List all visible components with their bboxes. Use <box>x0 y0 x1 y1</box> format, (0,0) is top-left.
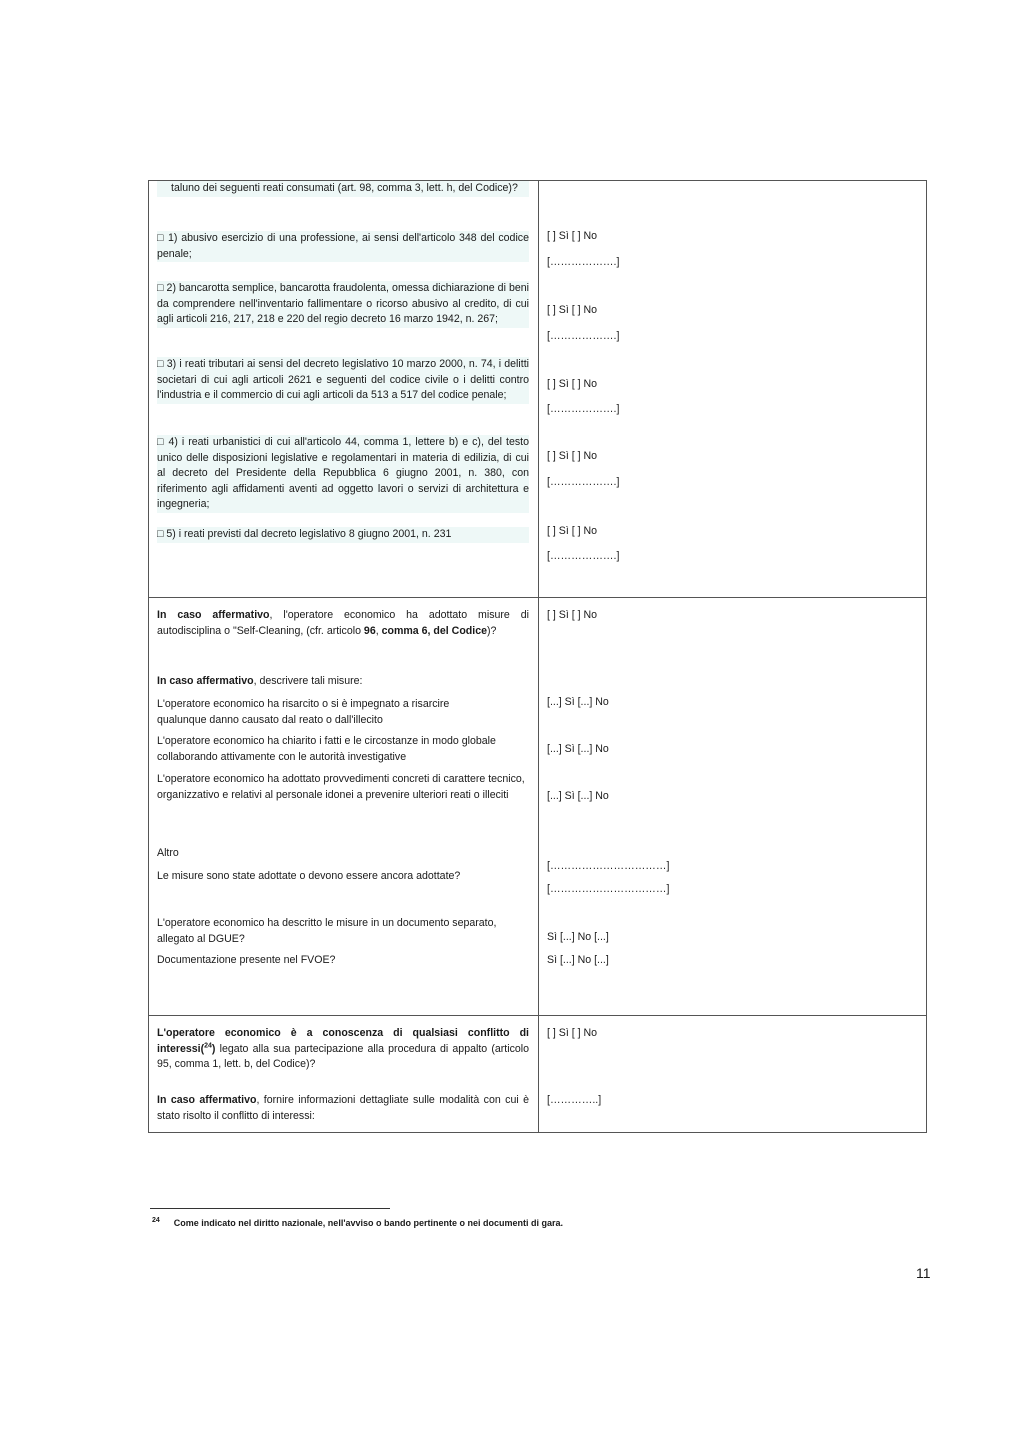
section-conflict-of-interest <box>148 1015 927 1133</box>
footnote-number: 24 <box>152 1217 160 1224</box>
measure-1-text: L'operatore economico ha risarcito o si è impegnato a risarcire qualunque danno causato dal reato o dall'illecito <box>157 698 450 726</box>
offence-2-detail[interactable]: [……………….] <box>547 330 620 342</box>
footnote <box>152 1215 563 1229</box>
measures-description-label: In caso affermativo, descrivere tali misure: <box>157 675 363 687</box>
footnote-text: Come indicato nel diritto nazionale, nell'avviso o bando pertinente o nei documenti di gara. <box>173 1218 563 1228</box>
column-divider <box>538 598 539 1015</box>
offence-1-detail[interactable]: [……………….] <box>547 256 620 268</box>
section-criminal-offences <box>148 180 927 598</box>
fvoe-answer[interactable]: Sì [...] No [...] <box>547 954 609 966</box>
offence-item-1: □ 1) abusivo esercizio di una professione, ai sensi dell'articolo 348 del codice penale; <box>157 231 529 262</box>
measures-adopted-answer[interactable]: [……………………………] <box>547 883 670 895</box>
measure-2-text: L'operatore economico ha chiarito i fatti e le circostanze in modo globale collaborando attivamente con le autorità investigative <box>157 735 496 763</box>
self-cleaning-answer[interactable]: [ ] Sì [ ] No <box>547 609 598 621</box>
measure-1-answer[interactable]: [...] Sì [...] No <box>547 696 609 708</box>
measure-2-answer[interactable]: [...] Sì [...] No <box>547 743 609 755</box>
conflict-answer[interactable]: [ ] Sì [ ] No <box>547 1027 598 1039</box>
offence-3-detail[interactable]: [……………….] <box>547 403 620 415</box>
altro-label: Altro <box>157 847 179 859</box>
offence-item-4: □ 4) i reati urbanistici di cui all'articolo 44, comma 1, lettere b) e c), del testo unico delle disposizioni legislative e regolamentari in materia di edilizia, di cui al decreto del Presidente della Repubblica 6 giugno 2001, n. 380, con riferimento agli affidamenti aventi ad oggetto lavori o servizi di architettura e ingegneria; <box>157 435 529 513</box>
measures-adopted-question: Le misure sono state adottate o devono essere ancora adottate? <box>157 870 461 882</box>
altro-answer[interactable]: [……………………………] <box>547 860 670 872</box>
conflict-resolution-answer[interactable]: […………..] <box>547 1094 602 1106</box>
measure-3-text: L'operatore economico ha adottato provvedimenti concreti di carattere tecnico, organizzativo e relativi al personale idonei a prevenire ulteriori reati o illeciti <box>157 773 525 801</box>
offence-2-answer[interactable]: [ ] Sì [ ] No <box>547 304 598 316</box>
section-self-cleaning <box>148 597 927 1016</box>
measure-3-answer[interactable]: [...] Sì [...] No <box>547 790 609 802</box>
offence-5-detail[interactable]: [……………….] <box>547 550 620 562</box>
self-cleaning-question: In caso affermativo, l'operatore economico ha adottato misure di autodisciplina o "Self-Cleaning, (cfr. articolo 96, comma 6, del Codice)? <box>157 609 529 637</box>
conflict-resolution-question: In caso affermativo, fornire informazioni dettagliate sulle modalità con cui è stato risolto il conflitto di interessi: <box>157 1094 529 1122</box>
fvoe-question: Documentazione presente nel FVOE? <box>157 954 336 966</box>
conflict-question: L'operatore economico è a conoscenza di qualsiasi conflitto di interessi($^{24}$) legato alla sua partecipazione alla procedura di appalto (articolo 95, comma 1, lett. b, del Codice)? <box>157 1027 529 1070</box>
offence-3-answer[interactable]: [ ] Sì [ ] No <box>547 378 598 390</box>
offence-1-answer[interactable]: [ ] Sì [ ] No <box>547 230 598 242</box>
offence-4-detail[interactable]: [……………….] <box>547 476 620 488</box>
offence-item-3: □ 3) i reati tributari ai sensi del decreto legislativo 10 marzo 2000, n. 74, i delitti societari di cui agli articoli 2621 e seguenti del codice civile o i delitti contro l'industria e il commercio di cui agli articoli da 513 a 517 del codice penale; <box>157 357 529 404</box>
column-divider <box>538 1016 539 1132</box>
column-divider <box>538 181 539 597</box>
offence-5-answer[interactable]: [ ] Sì [ ] No <box>547 525 598 537</box>
separate-document-question: L'operatore economico ha descritto le misure in un documento separato, allegato al DGUE? <box>157 917 497 945</box>
offence-item-5: □ 5) i reati previsti dal decreto legislativo 8 giugno 2001, n. 231 <box>157 527 529 543</box>
offence-4-answer[interactable]: [ ] Sì [ ] No <box>547 450 598 462</box>
page-number: 11 <box>916 1265 931 1281</box>
intro-text: taluno dei seguenti reati consumati (art. 98, comma 3, lett. h, del Codice)? <box>157 181 529 197</box>
footnote-separator <box>150 1208 390 1209</box>
separate-document-answer[interactable]: Sì [...] No [...] <box>547 931 609 943</box>
offence-item-2: □ 2) bancarotta semplice, bancarotta fraudolenta, omessa dichiarazione di beni da comprendere nell'inventario fallimentare o ricorso abusivo al credito, di cui agli articoli 216, 217, 218 e 220 del regio decreto 16 marzo 1942, n. 267; <box>157 281 529 328</box>
